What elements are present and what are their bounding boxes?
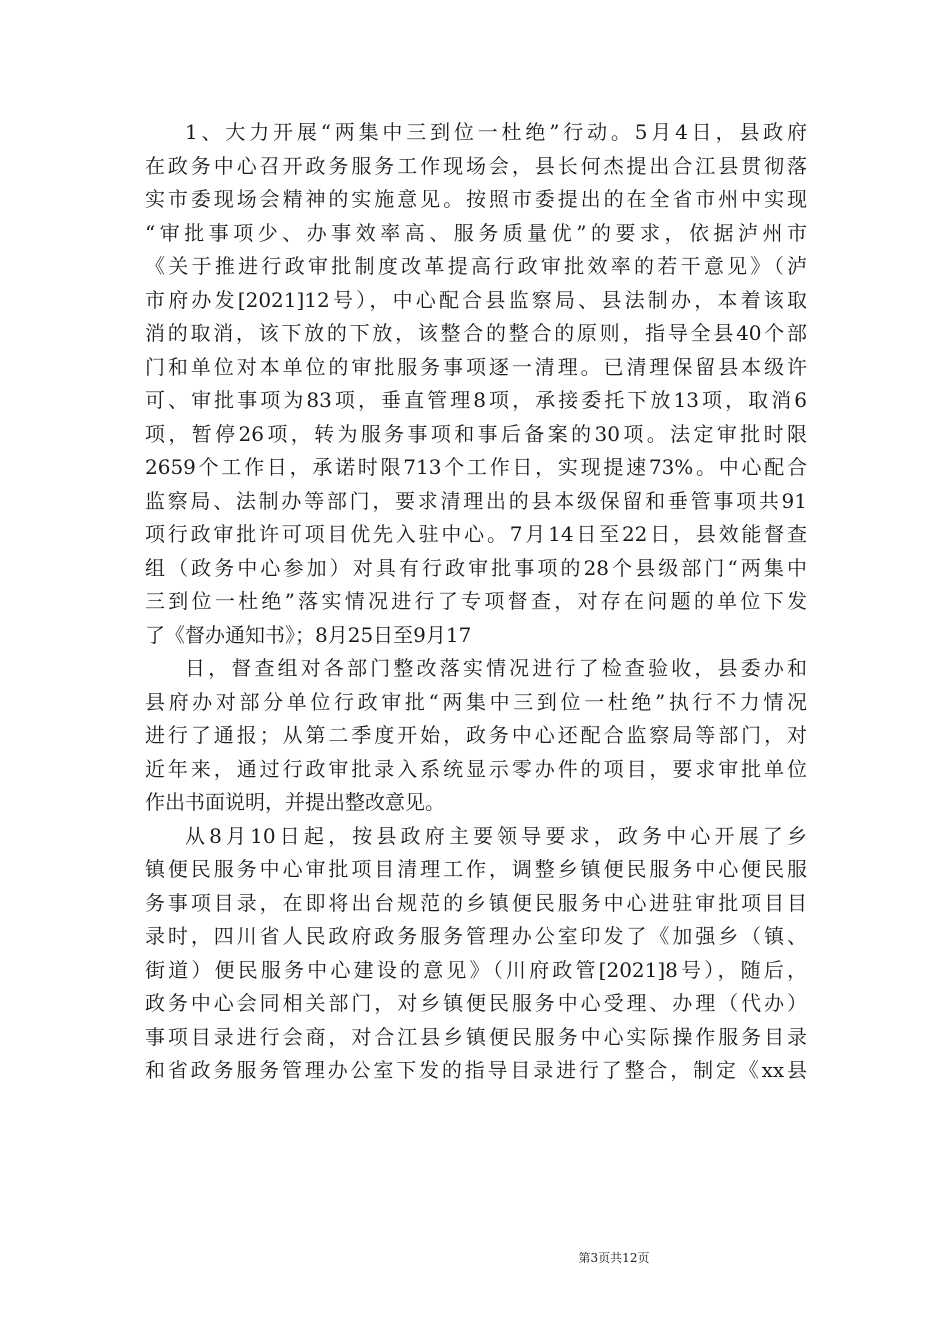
- paragraph-1-line: 组（政务中心参加）对具有行政审批事项的28个县级部门“两集中: [145, 555, 807, 580]
- paragraph-1-line: 市府办发[2021]12号），中心配合县监察局、县法制办，本着该取: [145, 287, 807, 312]
- paragraph-1-line: 实市委现场会精神的实施意见。按照市委提出的在全省市州中实现: [145, 187, 807, 211]
- paragraph-1-line: 项行政审批许可项目优先入驻中心。7月14日至22日，县效能督查: [145, 522, 807, 546]
- paragraph-3-line: 从8月10日起，按县政府主要领导要求，政务中心开展了乡: [185, 823, 807, 848]
- document-body: [145, 116, 807, 1088]
- paragraph-3-line: 和省政务服务管理办公室下发的指导目录进行了整合，制定《xx县: [145, 1058, 807, 1082]
- paragraph-2-line: 进行了通报；从第二季度开始，政务中心还配合监察局等部门，对: [145, 723, 807, 747]
- paragraph-1-line: 1、大力开展“两集中三到位一杜绝”行动。5月4日，县政府: [185, 120, 807, 144]
- paragraph-3-line: 务事项目录，在即将出台规范的乡镇便民服务中心进驻审批项目目: [145, 890, 807, 915]
- paragraph-1-line: 项，暂停26项，转为服务事项和事后备案的30项。法定审批时限: [145, 421, 807, 446]
- paragraph-1-line: 三到位一杜绝”落实情况进行了专项督查，对存在问题的单位下发: [145, 589, 807, 613]
- paragraph-1-line: “审批事项少、办事效率高、服务质量优”的要求，依据泸州市: [145, 220, 807, 245]
- paragraph-1-line: 消的取消，该下放的下放，该整合的整合的原则，指导全县40个部: [145, 321, 807, 345]
- paragraph-1-line: 2659个工作日，承诺时限713个工作日，实现提速73%。中心配合: [145, 455, 807, 479]
- paragraph-3-line: 事项目录进行会商，对合江县乡镇便民服务中心实际操作服务目录: [145, 1024, 807, 1049]
- paragraph-1-line: 《关于推进行政审批制度改革提高行政审批效率的若干意见》（泸: [145, 254, 807, 278]
- paragraph-2-line: 县府办对部分单位行政审批“两集中三到位一杜绝”执行不力情况: [145, 689, 807, 714]
- paragraph-1-line: 监察局、法制办等部门，要求清理出的县本级保留和垂管事项共91: [145, 488, 807, 513]
- paragraph-3-line: 录时，四川省人民政府政务服务管理办公室印发了《加强乡（镇、: [145, 924, 807, 948]
- paragraph-3-line: 政务中心会同相关部门，对乡镇便民服务中心受理、办理（代办）: [145, 991, 807, 1015]
- paragraph-2-line: 作出书面说明，并提出整改意见。: [145, 790, 445, 814]
- paragraph-3-line: 街道）便民服务中心建设的意见》（川府政管[2021]8号），随后，: [145, 957, 807, 982]
- page-number-footer: 第3页共12页: [578, 1251, 650, 1265]
- paragraph-2-line: 近年来，通过行政审批录入系统显示零办件的项目，要求审批单位: [145, 756, 807, 781]
- paragraph-2-line: 日，督查组对各部门整改落实情况进行了检查验收，县委办和: [185, 656, 807, 680]
- paragraph-1-line: 了《督办通知书》；8月25日至9月17: [145, 622, 472, 647]
- paragraph-1-line: 可、审批事项为83项，垂直管理8项，承接委托下放13项，取消6: [145, 388, 807, 412]
- paragraph-3-line: 镇便民服务中心审批项目清理工作，调整乡镇便民服务中心便民服: [145, 857, 807, 881]
- paragraph-1-line: 门和单位对本单位的审批服务事项逐一清理。已清理保留县本级许: [145, 354, 807, 379]
- paragraph-1-line: 在政务中心召开政务服务工作现场会，县长何杰提出合江县贯彻落: [145, 153, 807, 178]
